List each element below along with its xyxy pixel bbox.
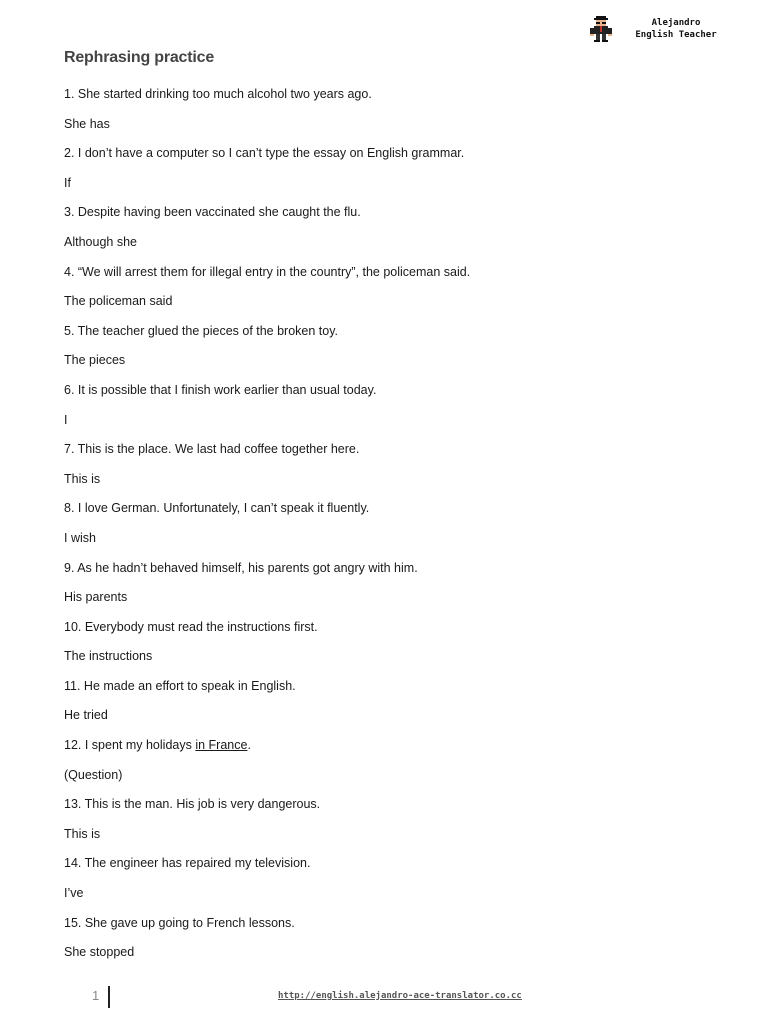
teacher-name: Alejandro — [651, 18, 701, 28]
pixel-man-icon — [590, 16, 612, 42]
prompt-6: 6. It is possible that I finish work earlier than usual today. — [64, 382, 377, 397]
prompt-2: 2. I don’t have a computer so I can’t type the essay on English grammar. — [64, 146, 465, 161]
answer-start-13: This is — [64, 826, 101, 841]
header-logo — [590, 16, 612, 42]
prompt-1: 1. She started drinking too much alcohol two years ago. — [64, 87, 372, 101]
answer-start-2: If — [64, 175, 71, 190]
answer-start-8: I wish — [64, 530, 96, 545]
prompt-10: 10. Everybody must read the instructions first. — [64, 619, 318, 634]
answer-start-3: Although she — [64, 234, 137, 249]
answer-start-9: His parents — [64, 590, 128, 605]
answer-start-4: The policeman said — [64, 294, 173, 309]
prompt-7: 7. This is the place. We last had coffee together here. — [64, 442, 360, 457]
page-number: 1 — [92, 988, 100, 1003]
prompt-4: 4. “We will arrest them for illegal entry in the country”, the policeman said. — [64, 264, 471, 279]
answer-start-5: The pieces — [64, 353, 126, 368]
exercise-list — [64, 84, 728, 972]
prompt-11: 11. He made an effort to speak in English. — [64, 678, 296, 693]
prompt-9: 9. As he hadn’t behaved himself, his parents got angry with him. — [64, 560, 418, 575]
prompt-12-text: 12. I spent my holidays — [64, 738, 196, 753]
prompt-12-underlined: in France — [195, 738, 248, 753]
footer-link[interactable]: http://english.alejandro-ace-translator.co.cc — [278, 991, 522, 1001]
teacher-role: English Teacher — [635, 30, 717, 40]
header-title — [620, 17, 732, 41]
prompt-5: 5. The teacher glued the pieces of the broken toy. — [64, 323, 339, 338]
prompt-12-end: . — [247, 738, 251, 753]
answer-start-6: I — [64, 412, 68, 427]
answer-start-12: (Question) — [64, 767, 123, 782]
answer-start-11: He tried — [64, 708, 108, 723]
answer-start-1: She has — [64, 116, 110, 131]
prompt-12 — [64, 735, 728, 765]
prompt-8: 8. I love German. Unfortunately, I can’t speak it fluently. — [64, 501, 370, 516]
prompt-13: 13. This is the man. His job is very dangerous. — [64, 797, 321, 812]
footer-divider — [108, 986, 110, 1008]
prompt-14: 14. The engineer has repaired my television. — [64, 856, 311, 871]
prompt-3: 3. Despite having been vaccinated she caught the flu. — [64, 205, 361, 220]
prompt-15: 15. She gave up going to French lessons. — [64, 915, 295, 930]
page-title: Rephrasing practice — [64, 49, 215, 66]
answer-start-14: I’ve — [64, 886, 84, 901]
answer-start-7: This is — [64, 471, 101, 486]
answer-start-15: She stopped — [64, 945, 135, 960]
answer-start-10: The instructions — [64, 649, 153, 664]
